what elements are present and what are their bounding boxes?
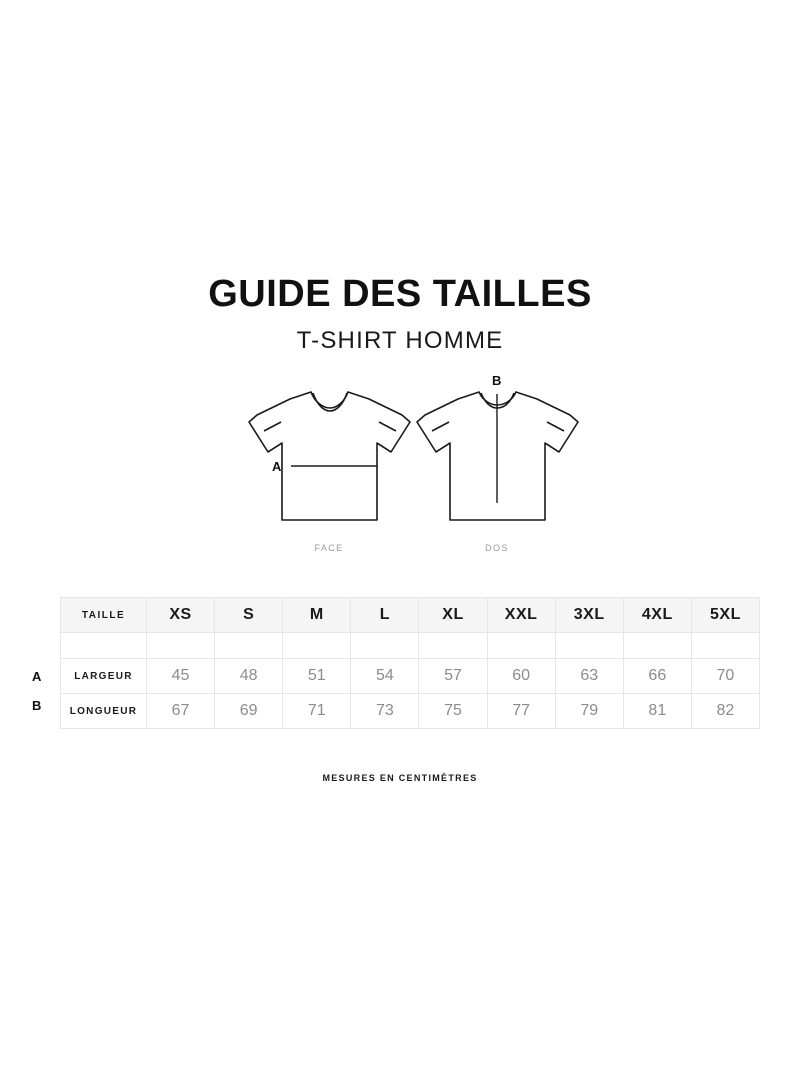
back-caption: DOS xyxy=(485,543,509,553)
cell-largeur-xl: 57 xyxy=(419,659,487,694)
header-cell-3xl: 3XL xyxy=(555,598,623,633)
header-cell-size: TAILLE xyxy=(61,598,147,633)
front-caption: FACE xyxy=(314,543,344,553)
header-cell-l: L xyxy=(351,598,419,633)
cell-largeur-5xl: 70 xyxy=(691,659,759,694)
header-cell-m: M xyxy=(283,598,351,633)
illustration-captions xyxy=(0,543,800,559)
cell-largeur-s: 48 xyxy=(215,659,283,694)
tshirt-front-icon xyxy=(249,392,410,520)
title-block xyxy=(0,275,800,355)
cell-longueur-xs: 67 xyxy=(147,694,215,729)
header-cell-xs: XS xyxy=(147,598,215,633)
page-title: GUIDE DES TAILLES xyxy=(208,273,592,315)
table-header-row xyxy=(61,598,760,633)
size-table xyxy=(60,597,760,729)
cell-longueur-3xl: 79 xyxy=(555,694,623,729)
cell-largeur-4xl: 66 xyxy=(623,659,691,694)
cell-largeur-m: 51 xyxy=(283,659,351,694)
spacer-cell xyxy=(147,633,215,659)
table-row xyxy=(61,659,760,694)
cell-longueur-5xl: 82 xyxy=(691,694,759,729)
cell-longueur-s: 69 xyxy=(215,694,283,729)
row-marker-b: B xyxy=(32,698,42,713)
cell-longueur-xl: 75 xyxy=(419,694,487,729)
cell-longueur-xxl: 77 xyxy=(487,694,555,729)
table-spacer-row xyxy=(61,633,760,659)
header-cell-s: S xyxy=(215,598,283,633)
spacer-cell xyxy=(351,633,419,659)
spacer-cell xyxy=(691,633,759,659)
header-cell-xxl: XXL xyxy=(487,598,555,633)
page-subtitle: T-SHIRT HOMME xyxy=(296,326,504,354)
row-label-largeur: LARGEUR xyxy=(61,659,147,694)
cell-largeur-l: 54 xyxy=(351,659,419,694)
cell-longueur-m: 71 xyxy=(283,694,351,729)
header-cell-4xl: 4XL xyxy=(623,598,691,633)
cell-longueur-4xl: 81 xyxy=(623,694,691,729)
cell-largeur-xxl: 60 xyxy=(487,659,555,694)
cell-longueur-l: 73 xyxy=(351,694,419,729)
row-label-longueur: LONGUEUR xyxy=(61,694,147,729)
marker-b-label: B xyxy=(492,375,502,388)
spacer-cell xyxy=(283,633,351,659)
spacer-cell xyxy=(487,633,555,659)
spacer-cell xyxy=(419,633,487,659)
spacer-cell xyxy=(61,633,147,659)
marker-a-label: A xyxy=(272,459,282,474)
header-cell-5xl: 5XL xyxy=(691,598,759,633)
cell-largeur-xs: 45 xyxy=(147,659,215,694)
tshirt-illustration xyxy=(0,375,800,560)
size-table-wrapper xyxy=(60,597,760,729)
spacer-cell xyxy=(215,633,283,659)
measurement-unit-note: MESURES EN CENTIMÈTRES xyxy=(322,773,478,783)
table-head xyxy=(61,598,760,633)
spacer-cell xyxy=(555,633,623,659)
header-cell-xl: XL xyxy=(419,598,487,633)
tshirt-back-icon xyxy=(417,392,578,520)
table-row xyxy=(61,694,760,729)
spacer-cell xyxy=(623,633,691,659)
row-marker-a: A xyxy=(32,669,42,684)
table-body xyxy=(61,633,760,729)
cell-largeur-3xl: 63 xyxy=(555,659,623,694)
